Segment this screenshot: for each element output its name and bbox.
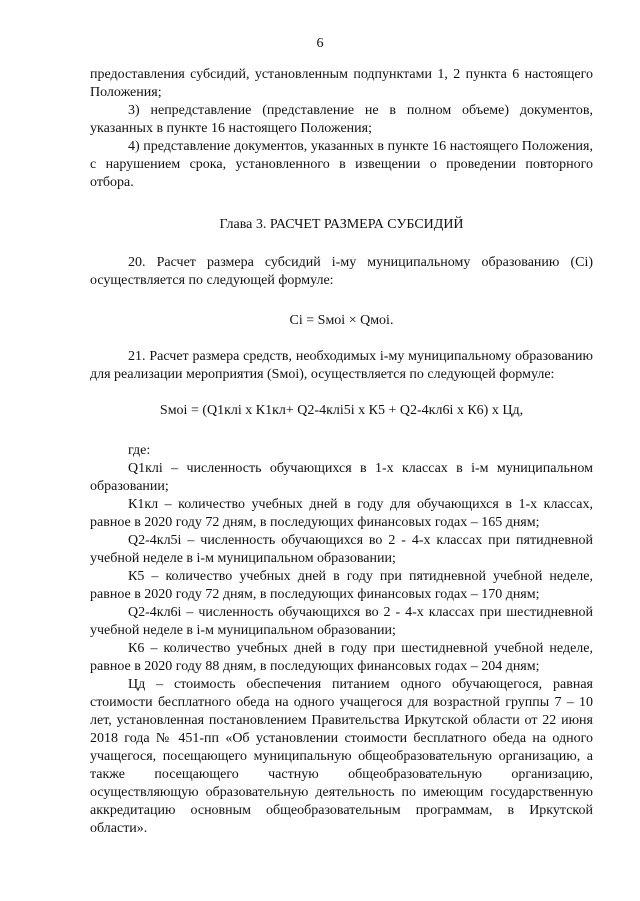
formula-smoi: Sмoi = (Q1клi х К1кл+ Q2-4клi5i х К5 + Q2-4кл6i х К6) х Цд, (159, 403, 524, 418)
definition-k5: К5 – количество учебных дней в году при пятидневной учебной неделе, равное в 2020 году 72 дням, в последующих финансовых годах – 170 дням; (90, 569, 593, 602)
page-number: 6 (316, 36, 324, 51)
where-label: где: (128, 443, 151, 458)
document-body (90, 66, 593, 838)
definition-k6: К6 – количество учебных дней в году при шестидневной учебной неделе, равное в 2020 году 88 дням, в последующих финансовых годах – 204 дням; (90, 641, 593, 674)
formula-ci: Ci = Sмoi × Qмoi. (289, 313, 394, 328)
paragraph-20: 20. Расчет размера субсидий i-му муниципальному образованию (Ci) осуществляется по следующей формуле: (90, 255, 593, 288)
definition-q24kl6: Q2-4кл6i – численность обучающихся во 2 - 4-х классах при шестидневной учебной неделе в i-м муниципальном образовании; (90, 605, 593, 638)
paragraph-item-3: 3) непредставление (представление не в полном объеме) документов, указанных в пункте 16 настоящего Положения; (90, 103, 593, 136)
paragraph-21: 21. Расчет размера средств, необходимых i-му муниципальному образованию для реализации мероприятия (Sмoi), осуществляется по следующей формуле: (90, 349, 593, 382)
definition-q1kl: Q1клi – численность обучающихся в 1-х классах в i-м муниципальном образовании; (90, 461, 593, 494)
paragraph-continuation: предоставления субсидий, установленным подпунктами 1, 2 пункта 6 настоящего Положения; (90, 67, 593, 100)
definition-k1kl: К1кл – количество учебных дней в году для обучающихся в 1-х классах, равное в 2020 году 72 дням, в последующих финансовых годах – 165 дням; (90, 497, 593, 530)
definition-cd: Цд – стоимость обеспечения питанием одного обучающегося, равная стоимости бесплатного обеда на одного учащегося для возрастной группы 7 – 10 лет, установленная постановлением Правительства Иркутской области от 22 июня 2018 года № 451-пп «Об установлении стоимости бесплатного обеда на одного учащегося, посещающего муниципальную общеобразовательную организацию, а также посещающего частную общеобразовательную организацию, осуществляющую образовательную деятельность по имеющим государственную аккредитацию основным общеобразовательным программам, в Иркутской области». (90, 677, 593, 836)
paragraph-item-4: 4) представление документов, указанных в пункте 16 настоящего Положения, с нарушением срока, установленного в извещении о проведении повторного отбора. (90, 139, 593, 190)
chapter-title: Глава 3. РАСЧЕТ РАЗМЕРА СУБСИДИЙ (219, 217, 464, 232)
definition-q24kl5: Q2-4кл5i – численность обучающихся во 2 - 4-х классах при пятидневной учебной неделе в i-м муниципальном образовании; (90, 533, 593, 566)
